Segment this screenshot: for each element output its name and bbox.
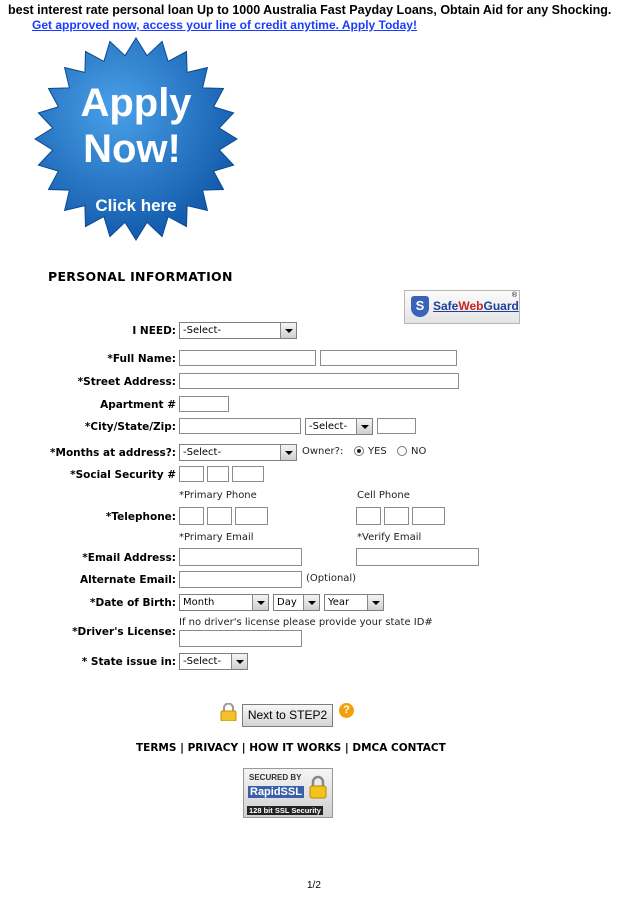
dob-day-select[interactable]: Day: [273, 594, 320, 611]
phone-area-input[interactable]: [179, 507, 204, 525]
safewebguard-seal[interactable]: [404, 290, 520, 324]
primary-phone-caption: *Primary Phone: [179, 490, 257, 501]
chevron-down-icon: [280, 323, 296, 338]
lock-icon: [220, 703, 237, 721]
badge-line1: Apply: [80, 81, 192, 125]
optional-note: (Optional): [306, 573, 357, 584]
shield-icon: S: [411, 296, 429, 317]
owner-yes-label: YES: [368, 446, 387, 457]
telephone-label: *Telephone:: [105, 511, 176, 523]
apply-now-badge[interactable]: [30, 36, 242, 242]
street-label: *Street Address:: [77, 376, 176, 388]
footer-links[interactable]: TERMS | PRIVACY | HOW IT WORKS | DMCA CONTACT: [136, 742, 446, 754]
verify-email-caption: *Verify Email: [357, 532, 422, 543]
apartment-input[interactable]: [179, 396, 229, 412]
dob-year-select[interactable]: Year: [324, 594, 384, 611]
starburst-icon: [30, 36, 242, 242]
license-input[interactable]: [179, 630, 302, 647]
ssn-part3-input[interactable]: [232, 466, 264, 482]
rapidssl-seal[interactable]: [243, 768, 333, 818]
phone-line-input[interactable]: [235, 507, 268, 525]
dob-label: *Date of Birth:: [90, 597, 176, 609]
chevron-down-icon: [231, 654, 247, 669]
verify-email-input[interactable]: [356, 548, 479, 566]
cell-phone-caption: Cell Phone: [357, 490, 410, 501]
email-label: *Email Address:: [82, 552, 176, 564]
seal-brand: SafeWebGuard: [433, 299, 519, 313]
ssn-label: *Social Security #: [70, 469, 176, 481]
state-issue-label: * State issue in:: [81, 656, 176, 668]
street-input[interactable]: [179, 373, 459, 389]
section-title: PERSONAL INFORMATION: [48, 269, 233, 284]
months-label: *Months at address?:: [50, 447, 176, 459]
badge-line2: Now!: [83, 127, 181, 171]
owner-no-label: NO: [411, 446, 427, 457]
chevron-down-icon: [303, 595, 319, 610]
first-name-input[interactable]: [179, 350, 316, 366]
owner-no-radio[interactable]: [397, 446, 407, 456]
city-label: *City/State/Zip:: [84, 421, 176, 433]
cell-line-input[interactable]: [412, 507, 445, 525]
cell-prefix-input[interactable]: [384, 507, 409, 525]
padlock-icon: [308, 775, 328, 799]
ssl-strength: 128 bit SSL Security: [249, 806, 321, 815]
owner-label: Owner?:: [302, 446, 344, 457]
alt-email-input[interactable]: [179, 571, 302, 588]
chevron-down-icon: [252, 595, 268, 610]
license-note: If no driver's license please provide your state ID#: [179, 617, 433, 628]
primary-email-caption: *Primary Email: [179, 532, 254, 543]
chevron-down-icon: [367, 595, 383, 610]
page-title: best interest rate personal loan Up to 1000 Australia Fast Payday Loans, Obtain Aid for any Shocking.: [8, 3, 612, 17]
license-label: *Driver's License:: [72, 626, 176, 638]
zip-input[interactable]: [377, 418, 416, 434]
page-number: 1/2: [307, 880, 321, 891]
dob-month-select[interactable]: Month: [179, 594, 269, 611]
cell-area-input[interactable]: [356, 507, 381, 525]
state-issue-select[interactable]: -Select-: [179, 653, 248, 670]
registered-mark: ®: [511, 292, 517, 299]
badge-line3: Click here: [95, 196, 177, 215]
help-icon[interactable]: ?: [339, 703, 354, 718]
alt-email-label: Alternate Email:: [80, 574, 176, 586]
ssn-part1-input[interactable]: [179, 466, 204, 482]
ssn-part2-input[interactable]: [207, 466, 229, 482]
chevron-down-icon: [356, 419, 372, 434]
apply-link[interactable]: Get approved now, access your line of credit anytime. Apply Today!: [32, 18, 417, 32]
owner-yes-radio[interactable]: [354, 446, 364, 456]
full-name-label: *Full Name:: [107, 353, 176, 365]
state-select[interactable]: -Select-: [305, 418, 373, 435]
ssl-brand: RapidSSL: [250, 786, 302, 798]
ssl-secured-by: SECURED BY: [249, 773, 302, 782]
apartment-label: Apartment #: [100, 399, 176, 411]
next-step-button[interactable]: Next to STEP2: [242, 704, 333, 727]
need-select[interactable]: -Select-: [179, 322, 297, 339]
need-label: I NEED:: [132, 325, 176, 337]
months-select[interactable]: -Select-: [179, 444, 297, 461]
chevron-down-icon: [280, 445, 296, 460]
phone-prefix-input[interactable]: [207, 507, 232, 525]
email-input[interactable]: [179, 548, 302, 566]
last-name-input[interactable]: [320, 350, 457, 366]
city-input[interactable]: [179, 418, 301, 434]
